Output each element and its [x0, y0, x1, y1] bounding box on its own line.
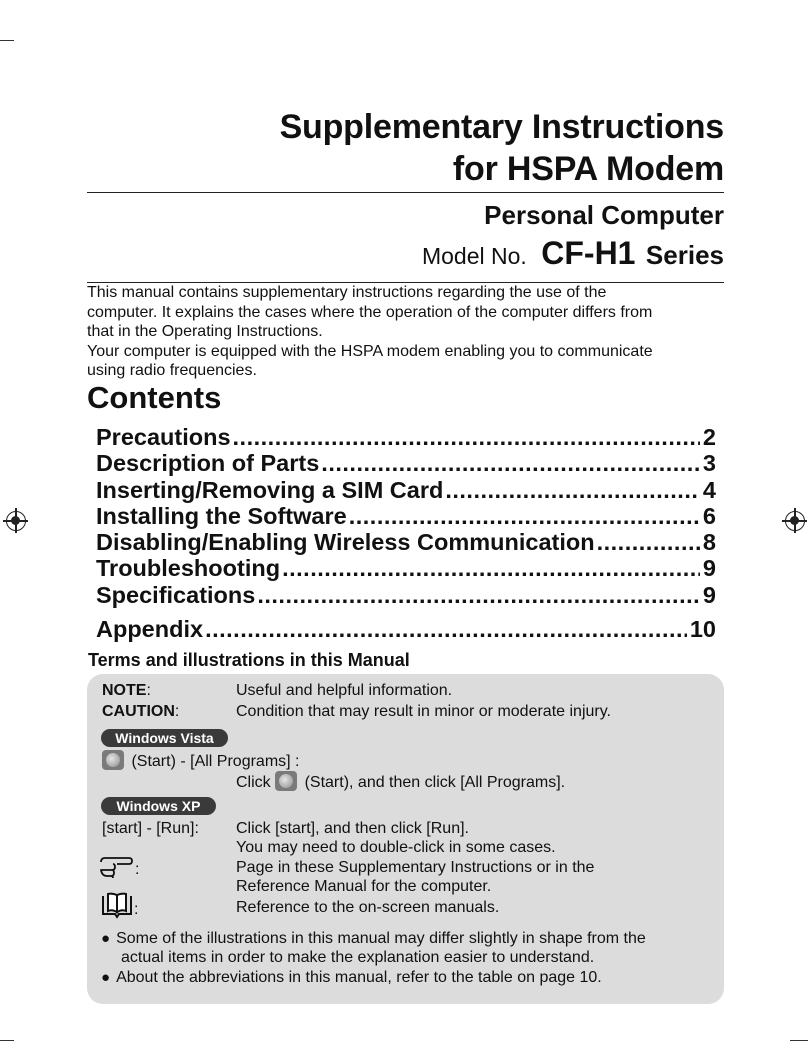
terms-box [87, 674, 724, 1004]
registration-mark-icon [785, 511, 805, 531]
toc-item-description-of-parts[interactable] [96, 450, 716, 476]
toc-item-installing-software[interactable] [96, 503, 716, 529]
caution-definition: Condition that may result in minor or moderate injury. [236, 703, 611, 720]
model-number: CF-H1 [541, 235, 636, 271]
intro-line: Your computer is equipped with the HSPA modem enabling you to communicate [87, 342, 653, 360]
pointer-definition-line2: Reference Manual for the computer. [236, 878, 492, 895]
crop-mark [0, 40, 14, 41]
bullet-icon: ● [101, 930, 111, 947]
toc-item-page: 8 [702, 529, 716, 556]
note-bullet-2 [101, 968, 602, 988]
table-of-contents [96, 424, 716, 642]
terms-heading: Terms and illustrations in this Manual [88, 650, 410, 670]
pointer-definition-line1: Page in these Supplementary Instructions or in the [236, 859, 595, 876]
pointer-colon: : [135, 861, 140, 878]
toc-item-precautions[interactable] [96, 424, 716, 450]
toc-item-label: Installing the Software [96, 502, 347, 529]
document-title-line2: for HSPA Modem [452, 150, 724, 188]
note-bullet-1 [101, 929, 646, 949]
toc-item-page: 9 [702, 555, 716, 582]
toc-item-label: Description of Parts [96, 450, 320, 477]
vista-path [102, 750, 299, 772]
bullet-icon: ● [101, 969, 111, 986]
toc-item-page: 10 [689, 616, 716, 643]
windows-xp-badge: Windows XP [101, 797, 216, 815]
manual-colon: : [134, 901, 139, 918]
note-label: NOTE [102, 682, 147, 699]
toc-item-label: Precautions [96, 424, 231, 450]
document-subtitle: Personal Computer [484, 200, 724, 230]
toc-item-page: 6 [702, 502, 716, 529]
windows-start-icon [275, 771, 297, 791]
caution-colon: : [174, 703, 180, 720]
toc-leader [282, 555, 700, 581]
toc-leader [205, 616, 687, 642]
toc-item-page: 3 [702, 450, 716, 477]
intro-line: computer. It explains the cases where the operation of the computer differs from [87, 303, 653, 321]
vista-click-text: Click [236, 774, 271, 791]
caution-label: CAUTION [102, 703, 175, 720]
intro-line: that in the Operating Instructions. [87, 323, 323, 340]
title-block [87, 106, 724, 283]
on-screen-manual-icon [100, 892, 134, 920]
windows-start-icon [102, 750, 124, 770]
contents-heading: Contents [87, 380, 222, 415]
toc-leader [321, 450, 700, 476]
document-title-line1: Supplementary Instructions [279, 108, 724, 146]
crop-mark [790, 1040, 808, 1041]
toc-item-specifications[interactable] [96, 582, 716, 608]
note-term [102, 681, 151, 701]
note-definition: Useful and helpful information. [236, 682, 453, 699]
toc-item-page: 2 [702, 424, 716, 450]
pointer-term [99, 854, 139, 880]
windows-vista-badge: Windows Vista [101, 729, 228, 747]
toc-leader [445, 477, 700, 503]
xp-definition-line2: You may need to double-click in some cases. [236, 839, 556, 856]
registration-mark-icon [6, 511, 26, 531]
bullet-text: Some of the illustrations in this manual may differ slightly in shape from the [116, 930, 646, 947]
toc-item-page: 9 [702, 581, 716, 608]
intro-line: using radio frequencies. [87, 362, 257, 379]
vista-path-text: (Start) - [All Programs] : [131, 753, 300, 770]
model-label: Model No. [421, 243, 527, 269]
title-divider [87, 192, 724, 193]
manual-term [100, 892, 138, 920]
bullet-text: About the abbreviations in this manual, refer to the table on page 10. [116, 969, 602, 986]
model-series: Series [645, 240, 724, 270]
toc-item-page: 4 [702, 476, 716, 503]
crop-mark [0, 1040, 14, 1041]
toc-item-wireless-communication[interactable] [96, 529, 716, 555]
toc-leader [597, 529, 700, 555]
xp-definition-line1: Click [start], and then click [Run]. [236, 820, 469, 837]
toc-item-label: Inserting/Removing a SIM Card [96, 476, 444, 503]
toc-item-label: Disabling/Enabling Wireless Communication [96, 529, 595, 556]
toc-item-troubleshooting[interactable] [96, 555, 716, 581]
toc-item-appendix[interactable] [96, 616, 716, 642]
note-bullet-1-continued: actual items in order to make the explanation easier to understand. [121, 949, 595, 966]
toc-item-label: Troubleshooting [96, 555, 281, 582]
toc-leader [257, 582, 700, 608]
toc-leader [233, 424, 700, 450]
model-line [87, 233, 724, 280]
caution-term [102, 702, 179, 722]
vista-definition-text: (Start), and then click [All Programs]. [304, 774, 566, 791]
toc-leader [349, 503, 700, 529]
note-colon: : [146, 682, 151, 699]
intro-paragraph [87, 283, 727, 381]
manual-definition: Reference to the on-screen manuals. [236, 899, 500, 916]
xp-path: [start] - [Run]: [102, 820, 199, 837]
toc-item-label: Appendix [96, 616, 204, 643]
toc-item-label: Specifications [96, 581, 256, 608]
intro-line: This manual contains supplementary instructions regarding the use of the [87, 284, 607, 301]
vista-definition [236, 771, 565, 793]
toc-item-sim-card[interactable] [96, 477, 716, 503]
pointing-hand-icon [99, 854, 135, 880]
